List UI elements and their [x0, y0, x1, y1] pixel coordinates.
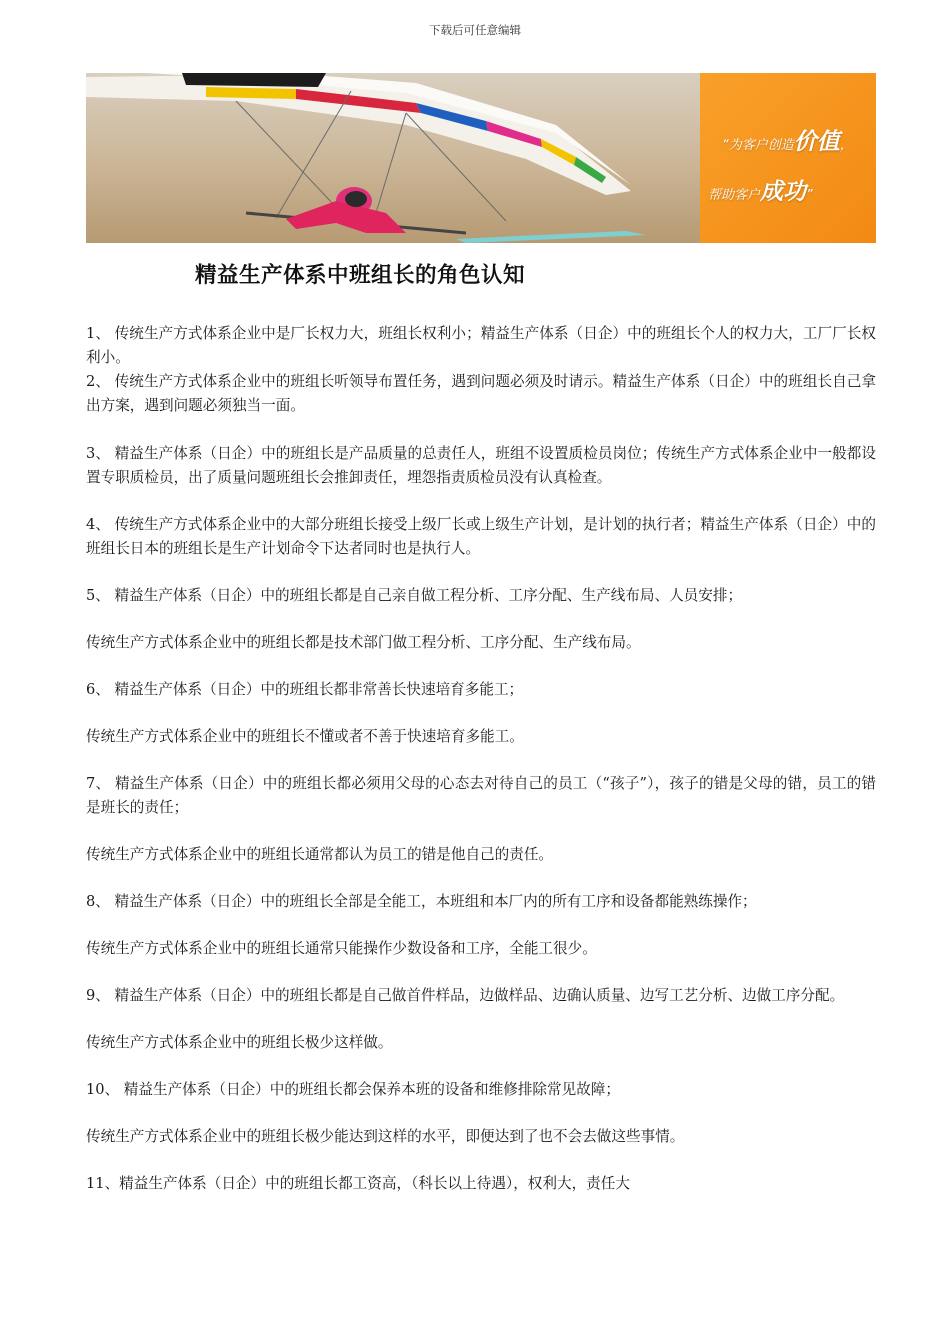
paragraph: 11、精益生产体系（日企）中的班组长都工资高，（科长以上待遇），权利大，责任大	[86, 1175, 630, 1192]
paragraph: 10、 精益生产体系（日企）中的班组长都会保养本班的设备和维修排除常见故障；	[86, 1081, 620, 1098]
banner	[86, 73, 876, 243]
paragraph: 传统生产方式体系企业中的班组长不懂或者不善于快速培育多能工。	[86, 728, 524, 745]
paragraph: 3、 精益生产体系（日企）中的班组长是产品质量的总责任人，班组不设置质检员岗位；传统生产方式体系企业中一般都设置专职质检员，出了质量问题班组长会推卸责任，埋怨指责质检员没有认真检查。	[86, 445, 876, 486]
paragraph: 5、 精益生产体系（日企）中的班组长都是自己亲自做工程分析、工序分配、生产线布局、人员安排；	[86, 587, 743, 604]
paragraph: 7、 精益生产体系（日企）中的班组长都必须用父母的心态去对待自己的员工（“孩子”），孩子的错是父母的错，员工的错是班长的责任；	[86, 775, 876, 816]
document-body	[86, 322, 876, 1196]
paragraph: 传统生产方式体系企业中的班组长极少能达到这样的水平，即便达到了也不会去做这些事情。	[86, 1128, 685, 1145]
banner-slogan-line1: “为客户创造价值，	[722, 129, 853, 155]
paragraph: 6、 精益生产体系（日企）中的班组长都非常善长快速培育多能工；	[86, 681, 524, 698]
paragraph: 4、 传统生产方式体系企业中的大部分班组长接受上级厂长或上级生产计划，是计划的执行者；精益生产体系（日企）中的班组长日本的班组长是生产计划命令下达者同时也是执行人。	[86, 516, 876, 557]
paragraph: 传统生产方式体系企业中的班组长通常都认为员工的错是他自己的责任。	[86, 846, 554, 863]
document-title: 精益生产体系中班组长的角色认知	[195, 263, 526, 288]
paragraph: 2、 传统生产方式体系企业中的班组长听领导布置任务，遇到问题必须及时请示。精益生产体系（日企）中的班组长自己拿出方案，遇到问题必须独当一面。	[86, 373, 876, 414]
paragraph: 8、 精益生产体系（日企）中的班组长全部是全能工，本班组和本厂内的所有工序和设备都能熟练操作；	[86, 893, 757, 910]
paragraph: 9、 精益生产体系（日企）中的班组长都是自己做首件样品，边做样品、边确认质量、边写工艺分析、边做工序分配。	[86, 987, 845, 1004]
paragraph: 传统生产方式体系企业中的班组长都是技术部门做工程分析、工序分配、生产线布局。	[86, 634, 641, 651]
paragraph: 传统生产方式体系企业中的班组长通常只能操作少数设备和工序，全能工很少。	[86, 940, 597, 957]
banner-slogan-line2: 帮助客户成功”	[708, 179, 813, 205]
page-header-note: 下载后可任意编辑	[429, 23, 521, 37]
paragraph: 传统生产方式体系企业中的班组长极少这样做。	[86, 1034, 393, 1051]
hang-glider-photo	[86, 73, 876, 243]
paragraph: 1、 传统生产方式体系企业中是厂长权力大，班组长权利小；精益生产体系（日企）中的班组长个人的权力大，工厂厂长权利小。	[86, 325, 876, 366]
